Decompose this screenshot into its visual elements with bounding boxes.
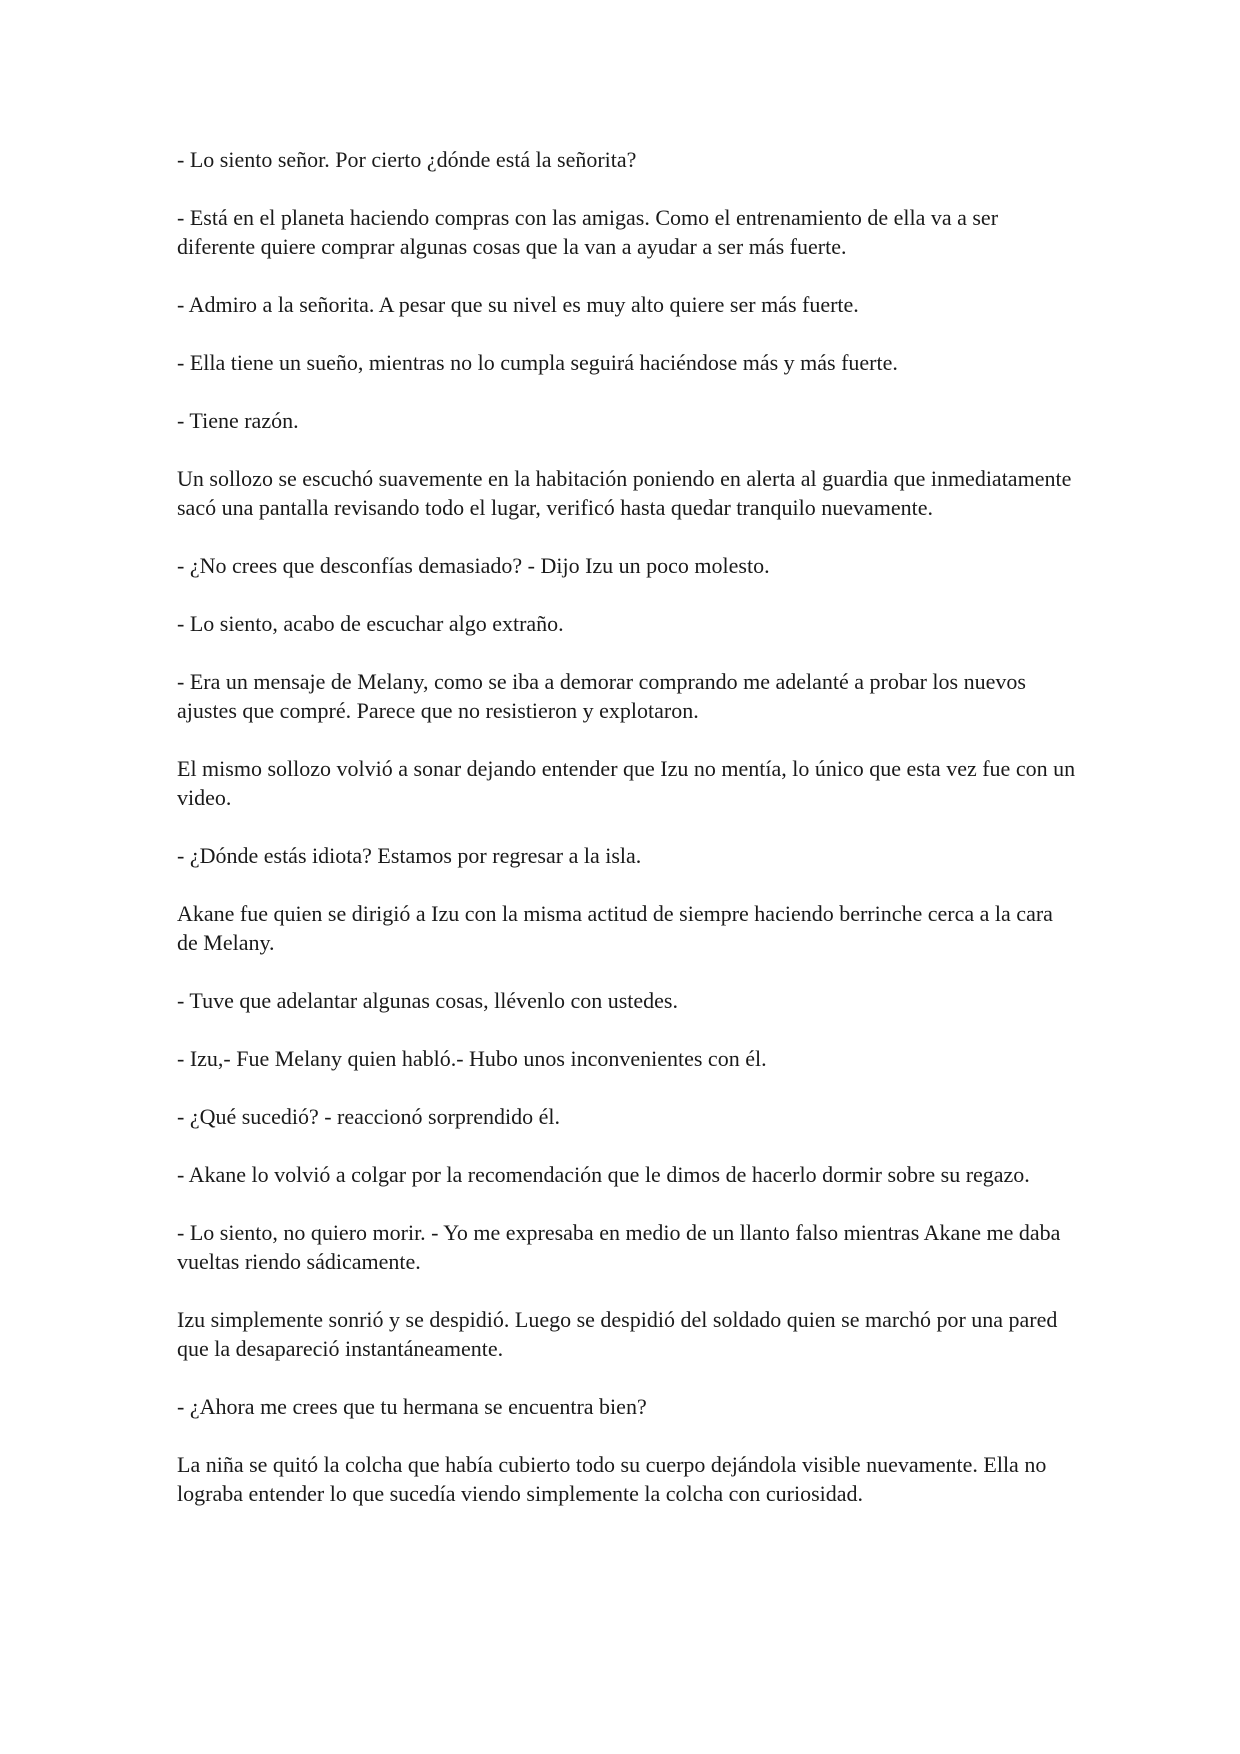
paragraph-18: Izu simplemente sonrió y se despidió. Luego se despidió del soldado quien se marchó por una pared que la desapareció instantáneamente. — [177, 1307, 1058, 1361]
paragraph-3: - Admiro a la señorita. A pesar que su nivel es muy alto quiere ser más fuerte. — [177, 292, 859, 317]
paragraph-7: - ¿No crees que desconfías demasiado? - Dijo Izu un poco molesto. — [177, 553, 770, 578]
paragraph-8: - Lo siento, acabo de escuchar algo extraño. — [177, 611, 564, 636]
paragraph-13: - Tuve que adelantar algunas cosas, llévenlo con ustedes. — [177, 988, 678, 1013]
paragraph-16: - Akane lo volvió a colgar por la recomendación que le dimos de hacerlo dormir sobre su regazo. — [177, 1162, 1030, 1187]
paragraph-1: - Lo siento señor. Por cierto ¿dónde está la señorita? — [177, 147, 637, 172]
paragraph-2: - Está en el planeta haciendo compras con las amigas. Como el entrenamiento de ella va a ser diferente quiere comprar algunas cosas que la van a ayudar a ser más fuerte. — [177, 205, 999, 259]
paragraph-5: - Tiene razón. — [177, 408, 299, 433]
paragraph-14: - Izu,- Fue Melany quien habló.- Hubo unos inconvenientes con él. — [177, 1046, 767, 1071]
paragraph-19: - ¿Ahora me crees que tu hermana se encuentra bien? — [177, 1394, 647, 1419]
paragraph-15: - ¿Qué sucedió? - reaccionó sorprendido él. — [177, 1104, 561, 1129]
paragraph-12: Akane fue quien se dirigió a Izu con la misma actitud de siempre haciendo berrinche cerca a la cara de Melany. — [177, 901, 1053, 955]
paragraph-11: - ¿Dónde estás idiota? Estamos por regresar a la isla. — [177, 843, 642, 868]
paragraph-9: - Era un mensaje de Melany, como se iba a demorar comprando me adelanté a probar los nuevos ajustes que compré. Parece que no resistieron y explotaron. — [177, 669, 1026, 723]
paragraph-6: Un sollozo se escuchó suavemente en la habitación poniendo en alerta al guardia que inmediatamente sacó una pantalla revisando todo el lugar, verificó hasta quedar tranquilo nuevamente. — [177, 466, 1072, 520]
paragraph-20: La niña se quitó la colcha que había cubierto todo su cuerpo dejándola visible nuevamente. Ella no lograba entender lo que sucedía viendo simplemente la colcha con curiosidad. — [177, 1452, 1047, 1506]
paragraph-4: - Ella tiene un sueño, mientras no lo cumpla seguirá haciéndose más y más fuerte. — [177, 350, 898, 375]
paragraph-17: - Lo siento, no quiero morir. - Yo me expresaba en medio de un llanto falso mientras Akane me daba vueltas riendo sádicamente. — [177, 1220, 1061, 1274]
document-body — [177, 145, 1077, 1537]
paragraph-10: El mismo sollozo volvió a sonar dejando entender que Izu no mentía, lo único que esta vez fue con un video. — [177, 756, 1076, 810]
